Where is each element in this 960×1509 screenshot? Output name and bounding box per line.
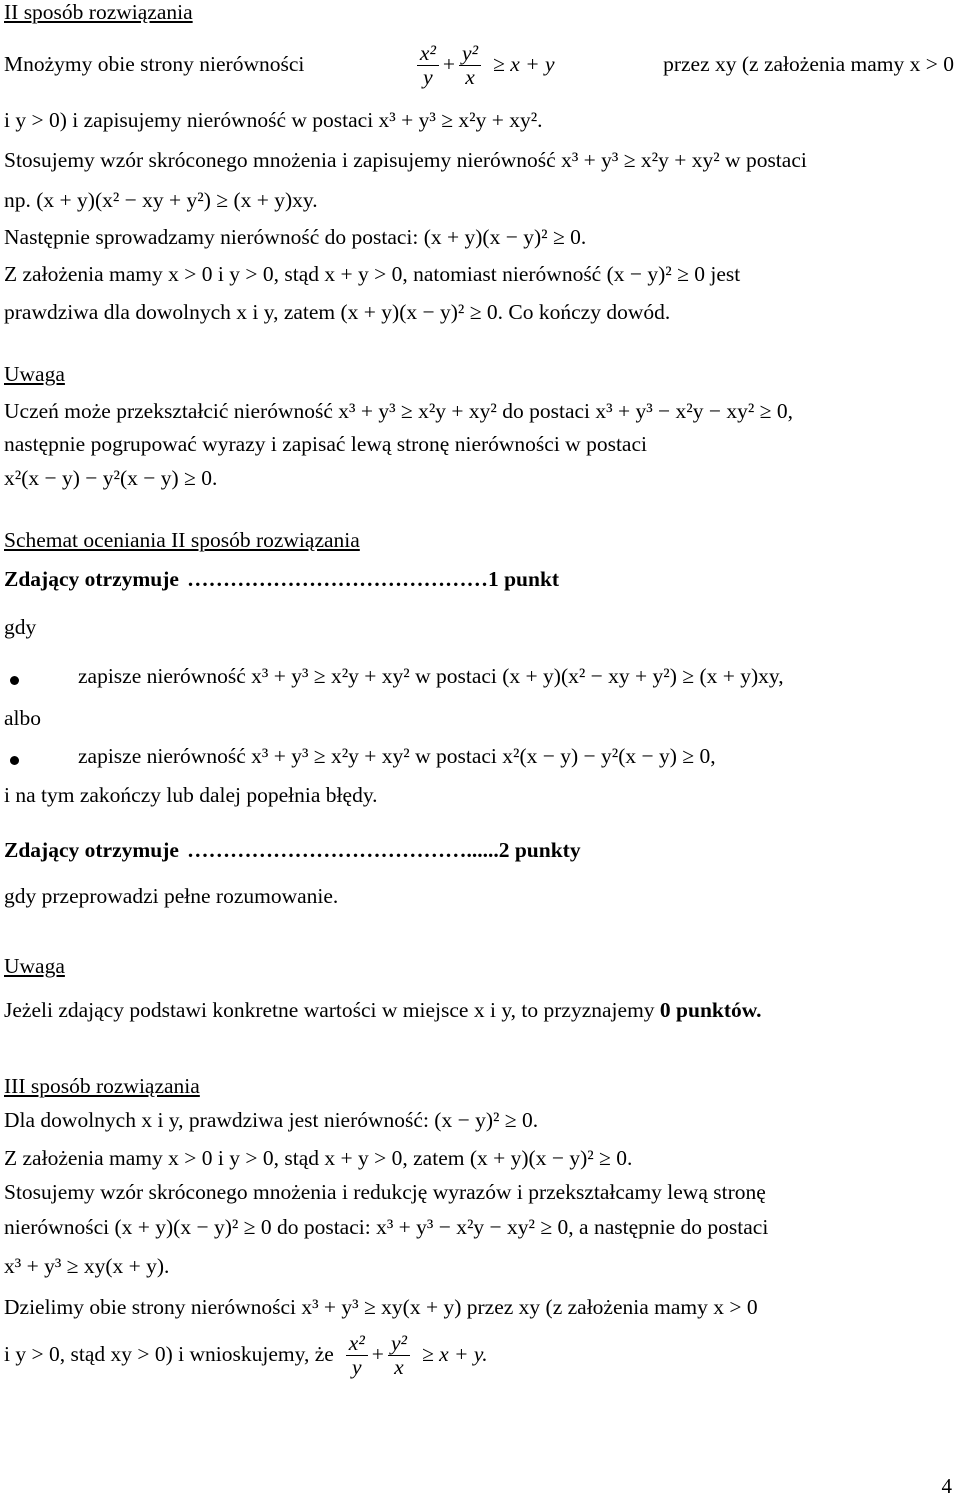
score-points-2: …………………………………......2 punkty	[186, 838, 581, 862]
line-zalozenie: Z założenia mamy x > 0 i y > 0, stąd x + y > 0, natomiast nierówność (x − y)² ≥ 0 jest	[4, 262, 741, 286]
bullet-item-2: zapisze nierówność x³ + y³ ≥ x²y + xy² w postaci x²(x − y) − y²(x − y) ≥ 0,	[78, 744, 716, 768]
page-number: 4	[941, 1474, 952, 1498]
zero-points: 0 punktów.	[659, 998, 762, 1022]
line-stosujemy: Stosujemy wzór skróconego mnożenia i redukcję wyrazów i przekształcamy lewą stronę	[4, 1180, 766, 1204]
line-zalozenie-2: Z założenia mamy x > 0 i y > 0, stąd x + y > 0, zatem (x + y)(x − y)² ≥ 0.	[4, 1146, 633, 1170]
line-multiply-text: Mnożymy obie strony nierówności	[4, 52, 305, 77]
fraction-denominator: y	[423, 64, 433, 89]
line-jezeli-text: Jeżeli zdający podstawi konkretne wartości w miejsce x i y, to przyznajemy	[4, 998, 660, 1022]
heading-ii-sposob: II sposób rozwiązania	[4, 0, 193, 24]
fraction-numerator: y²	[388, 1332, 410, 1356]
line-dowolnych: Dla dowolnych x i y, prawdziwa jest nierówność: (x − y)² ≥ 0.	[4, 1108, 539, 1132]
score-label: Zdający otrzymuje	[4, 567, 179, 591]
line-wzor: Stosujemy wzór skróconego mnożenia i zapisujemy nierówność x³ + y³ ≥ x²y + xy² w postaci	[4, 148, 807, 172]
line-nastepnie: Następnie sprowadzamy nierówność do postaci: (x + y)(x − y)² ≥ 0.	[4, 225, 587, 249]
inequality-rhs: ≥ x + y	[493, 52, 555, 77]
plus-sign: +	[442, 52, 456, 77]
line-albo: albo	[4, 706, 42, 730]
line-grouped: x²(x − y) − y²(x − y) ≥ 0.	[4, 466, 218, 490]
plus-sign: +	[371, 1342, 384, 1367]
line-postac: i y > 0) i zapisujemy nierówność w postaci x³ + y³ ≥ x²y + xy².	[4, 108, 543, 132]
inequality-rhs: ≥ x + y.	[421, 1342, 488, 1367]
line-gdy: gdy	[4, 615, 37, 639]
line-wnioskujemy	[4, 1332, 954, 1378]
fraction-y2-x	[459, 42, 481, 88]
heading-iii-sposob: III sposób rozwiązania	[4, 1074, 200, 1098]
line-nierownosci: nierówności (x + y)(x − y)² ≥ 0 do postaci: x³ + y³ − x²y − xy² ≥ 0, a następnie do postaci	[4, 1215, 769, 1239]
fraction-x2-y	[346, 1332, 368, 1378]
score-label: Zdający otrzymuje	[4, 838, 179, 862]
line-multiply-tail: przez xy (z założenia mamy x > 0	[663, 52, 954, 77]
line-score-1	[4, 567, 954, 593]
heading-uwaga-1: Uwaga	[4, 362, 65, 386]
fraction-numerator: y²	[459, 42, 481, 66]
fraction-numerator: x²	[417, 42, 439, 66]
bullet-item-1: zapisze nierówność x³ + y³ ≥ x²y + xy² w postaci (x + y)(x² − xy + y²) ≥ (x + y)xy,	[78, 664, 784, 688]
line-wnioskujemy-text: i y > 0, stąd xy > 0) i wnioskujemy, że	[4, 1342, 334, 1367]
fraction-numerator: x²	[346, 1332, 368, 1356]
score-points-1: ……………………………………1 punkt	[186, 567, 560, 591]
line-bledy: i na tym zakończy lub dalej popełnia błędy.	[4, 783, 378, 807]
line-uczen: Uczeń może przekształcić nierówność x³ + y³ ≥ x²y + xy² do postaci x³ + y³ − x²y − xy² ≥ 0,	[4, 399, 793, 423]
line-dzielimy: Dzielimy obie strony nierówności x³ + y³ ≥ xy(x + y) przez xy (z założenia mamy x > 0	[4, 1295, 758, 1319]
fraction-y2-x	[388, 1332, 410, 1378]
fraction-x2-y	[417, 42, 439, 88]
line-pelne: gdy przeprowadzi pełne rozumowanie.	[4, 884, 339, 908]
line-result: x³ + y³ ≥ xy(x + y).	[4, 1254, 170, 1278]
line-multiply	[4, 42, 954, 88]
heading-uwaga-2: Uwaga	[4, 954, 65, 978]
line-jezeli	[4, 998, 954, 1024]
line-np: np. (x + y)(x² − xy + y²) ≥ (x + y)xy.	[4, 188, 318, 212]
line-pogrupowac: następnie pogrupować wyrazy i zapisać lewą stronę nierówności w postaci	[4, 432, 647, 456]
bullet-icon	[10, 756, 19, 765]
bullet-icon	[10, 676, 19, 685]
line-prawdziwa: prawdziwa dla dowolnych x i y, zatem (x + y)(x − y)² ≥ 0. Co kończy dowód.	[4, 300, 671, 324]
fraction-denominator: x	[465, 64, 475, 89]
fraction-denominator: x	[394, 1354, 404, 1379]
fraction-inequality	[413, 42, 555, 88]
line-score-2	[4, 838, 954, 864]
heading-schemat: Schemat oceniania II sposób rozwiązania	[4, 528, 360, 552]
fraction-denominator: y	[352, 1354, 362, 1379]
